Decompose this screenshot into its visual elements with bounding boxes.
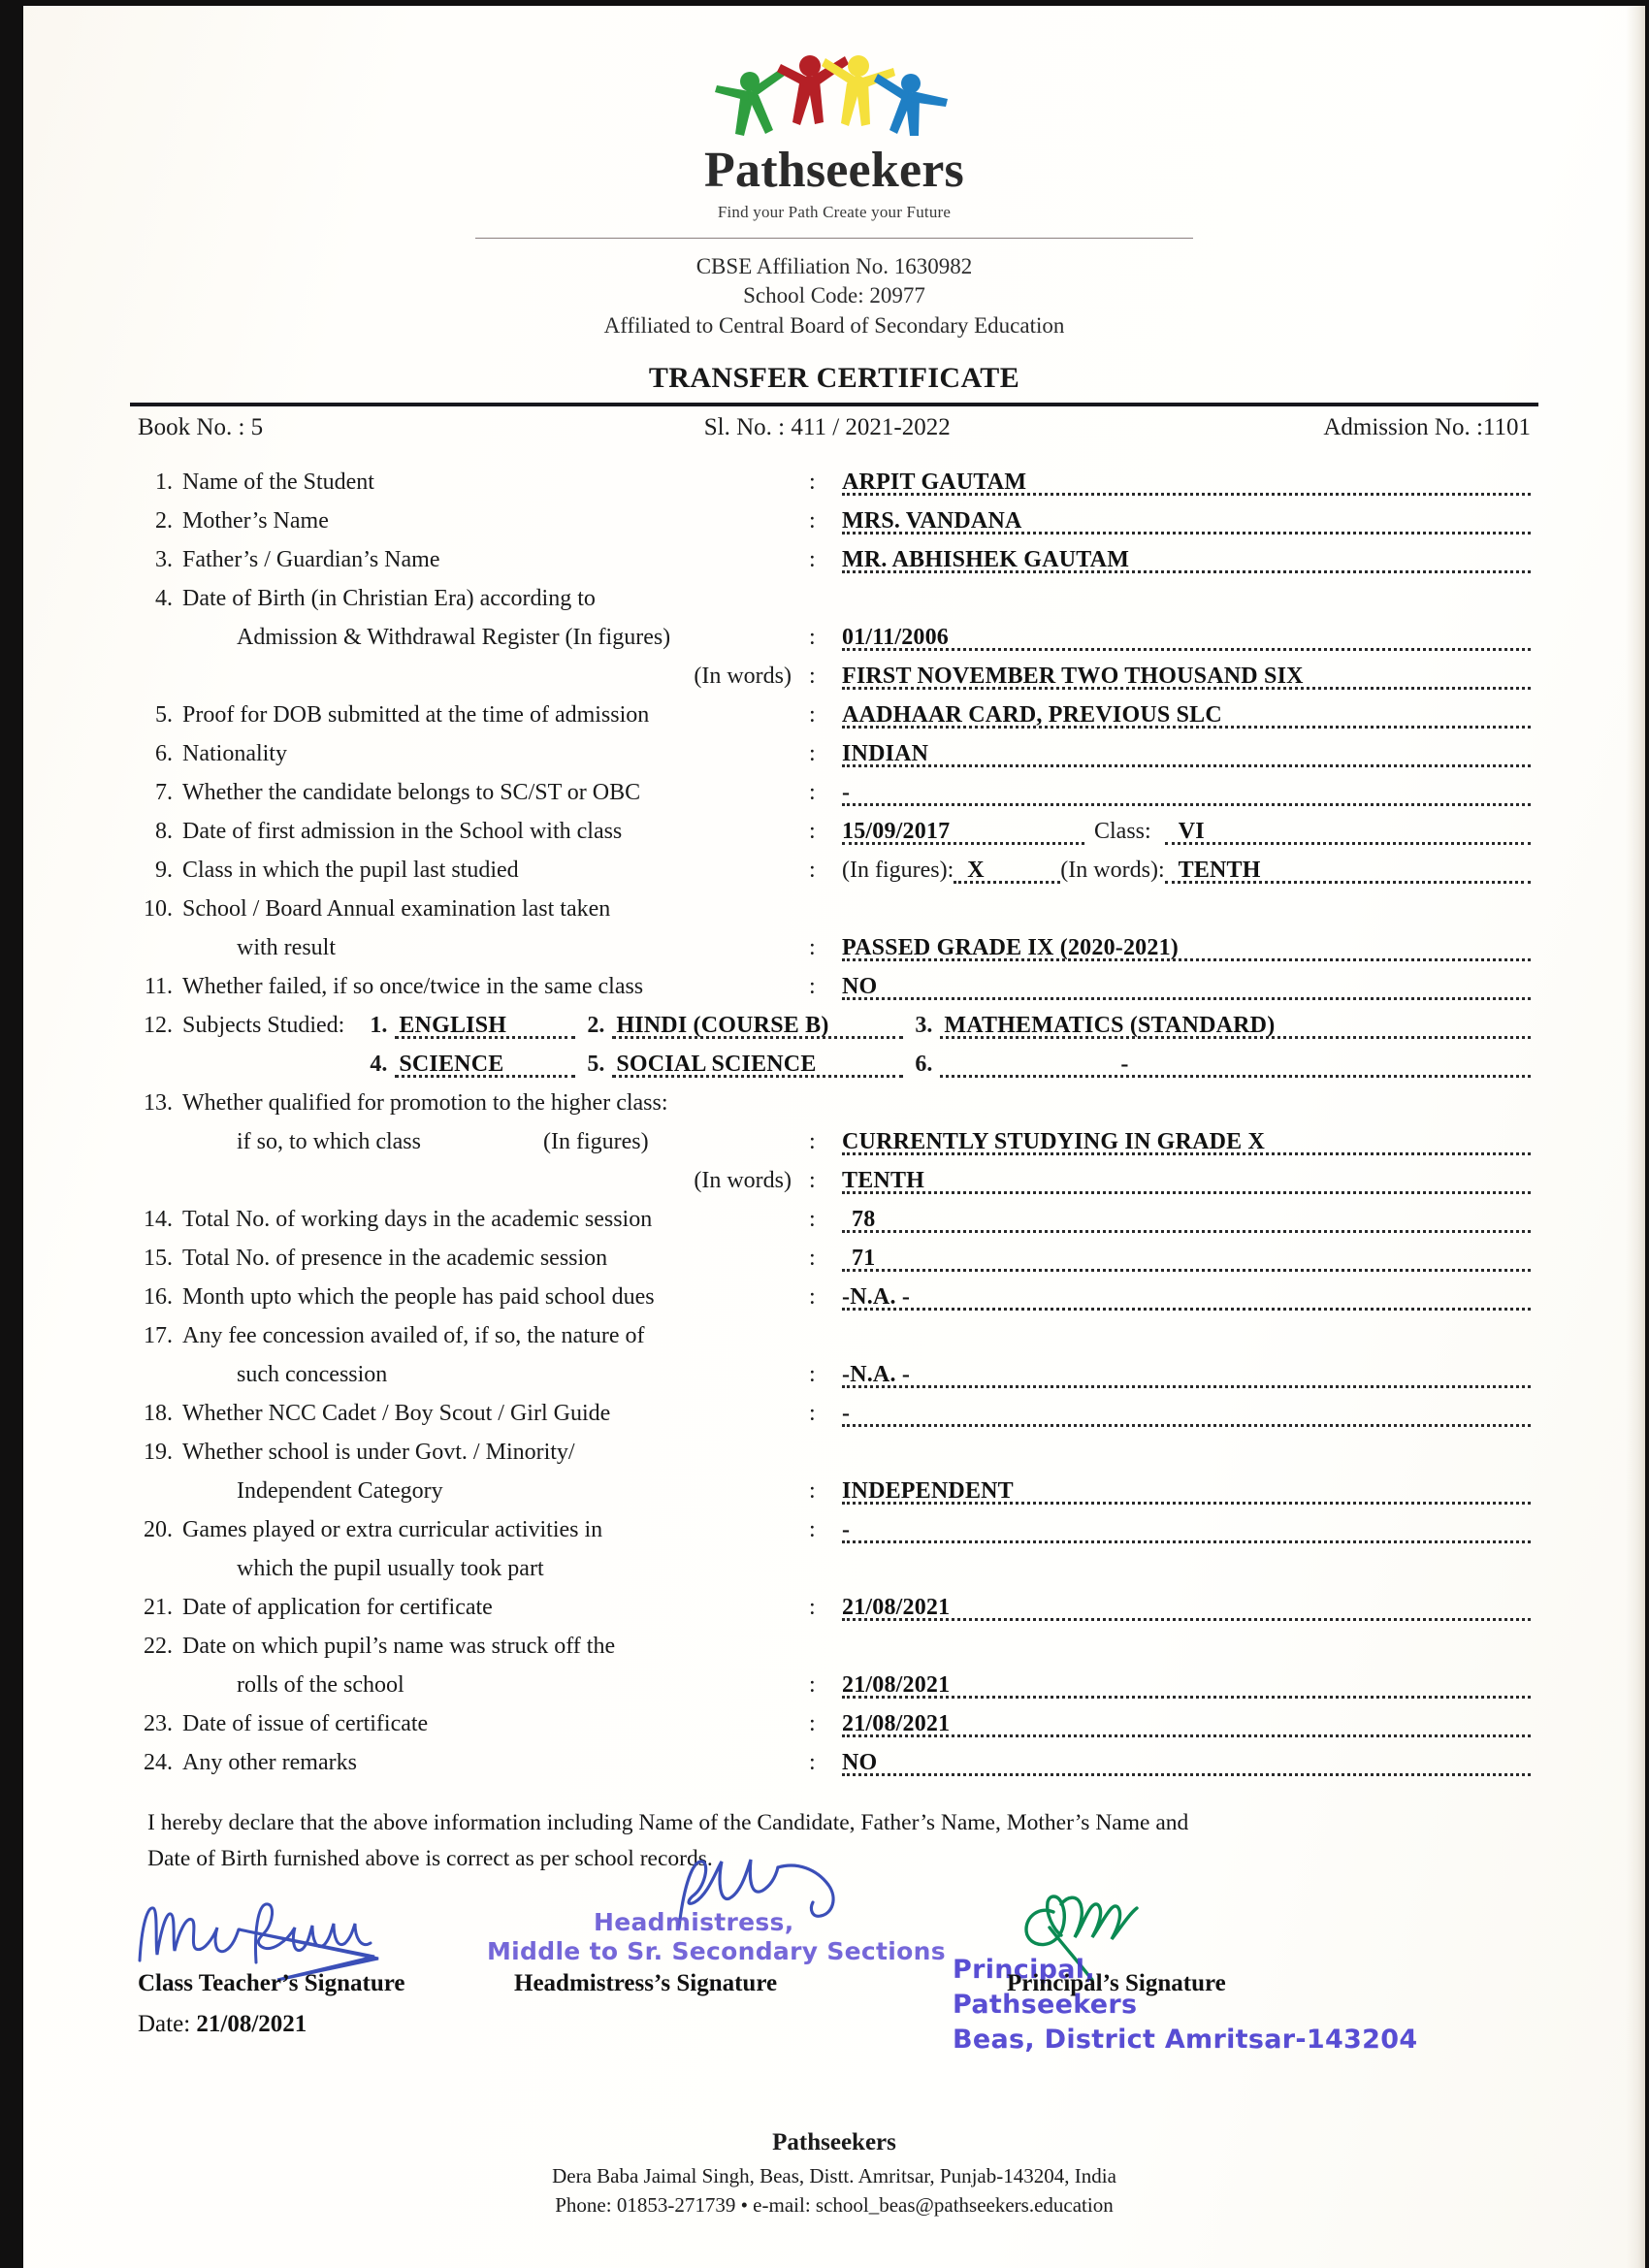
field-number: 17. <box>144 1323 173 1349</box>
field-number: 14. <box>144 1207 173 1233</box>
subject-index: 3. <box>915 1013 933 1039</box>
class-teacher-signature-label: Class Teacher’s Signature <box>138 1970 405 1997</box>
field-label: Whether failed, if so once/twice in the same class <box>182 974 644 1000</box>
field-colon: : <box>809 858 816 884</box>
field-value: MR. ABHISHEK GAUTAM <box>842 547 1130 573</box>
field-row-dob-proof <box>138 696 1531 734</box>
dotted-line <box>842 803 1531 806</box>
field-colon: : <box>809 1362 816 1388</box>
field-label: Any other remarks <box>182 1750 357 1776</box>
subject-index: 5. <box>587 1052 605 1078</box>
subjects-row-1 <box>370 1006 1531 1045</box>
field-row-issue-date <box>138 1704 1531 1743</box>
field-row-school-dues <box>138 1278 1531 1316</box>
field-label: Independent Category <box>237 1478 443 1505</box>
field-number: 12. <box>144 1013 173 1039</box>
field-number: 16. <box>144 1284 173 1311</box>
field-row-fathers-name <box>138 540 1531 579</box>
serial-no: Sl. No. : 411 / 2021-2022 <box>703 414 951 441</box>
field-value-cell <box>842 773 1531 812</box>
dotted-line <box>842 1773 1531 1776</box>
field-value-cell <box>842 502 1531 540</box>
field-value-cell <box>842 1355 1531 1394</box>
field-colon: : <box>809 1478 816 1505</box>
field-row-last-exam-result <box>138 928 1531 967</box>
subject-name: MATHEMATICS (STANDARD) <box>944 1013 1276 1039</box>
field-colon: : <box>809 1401 816 1427</box>
field-label: Total No. of presence in the academic session <box>182 1246 608 1272</box>
field-colon: : <box>809 1672 816 1699</box>
field-row-whether-failed <box>138 967 1531 1006</box>
field-value-figures: X <box>967 858 985 884</box>
field-number: 23. <box>144 1711 173 1737</box>
field-number: 8. <box>155 819 173 845</box>
subject-name: SOCIAL SCIENCE <box>616 1052 817 1078</box>
field-row-ncc-scout-guide <box>138 1394 1531 1433</box>
field-row-games-activities-line1 <box>138 1510 1531 1549</box>
field-row-application-date <box>138 1588 1531 1627</box>
field-value-words: TENTH <box>1178 858 1261 884</box>
affiliation-block <box>23 252 1645 340</box>
in-figures-label: (In figures) <box>542 1129 649 1155</box>
footer-address: Dera Baba Jaimal Singh, Beas, Distt. Amritsar, Punjab-143204, India <box>552 2164 1116 2187</box>
page-title: TRANSFER CERTIFICATE <box>648 362 1020 395</box>
field-label: rolls of the school <box>237 1672 404 1699</box>
field-number: 11. <box>144 974 173 1000</box>
field-label: Whether NCC Cadet / Boy Scout / Girl Guide <box>182 1401 611 1427</box>
field-value-cell <box>842 1510 1531 1549</box>
field-value: ARPIT GAUTAM <box>842 470 1027 496</box>
field-label: Whether qualified for promotion to the higher class: <box>182 1090 668 1117</box>
field-row-games-activities-line2 <box>138 1549 1531 1588</box>
field-value-cell <box>842 1666 1531 1704</box>
field-value-class: VI <box>1178 819 1205 845</box>
field-colon: : <box>809 819 816 845</box>
field-row-promotion-words <box>138 1161 1531 1200</box>
in-figures-label: (In figures): <box>842 858 954 884</box>
field-row-subjects-studied-2 <box>138 1045 1531 1084</box>
four-people-holding-hands-logo <box>703 41 965 147</box>
field-number: 5. <box>155 702 173 729</box>
last-class-figures-seg <box>954 851 1060 890</box>
dotted-line <box>842 1308 1531 1311</box>
footer-school-name: Pathseekers <box>772 2129 896 2155</box>
field-value: - <box>842 1401 851 1427</box>
field-row-category <box>138 773 1531 812</box>
field-value: CURRENTLY STUDYING IN GRADE X <box>842 1129 1266 1155</box>
field-row-last-class-studied <box>138 851 1531 890</box>
page-footer <box>23 2129 1645 2218</box>
field-number: 6. <box>155 741 173 767</box>
field-label: Date of issue of certificate <box>182 1711 429 1737</box>
certificate-fields <box>138 463 1531 1782</box>
book-no: Book No. : 5 <box>138 414 264 441</box>
field-label: such concession <box>237 1362 388 1388</box>
field-label: Subjects Studied: <box>182 1013 345 1039</box>
field-colon: : <box>809 1711 816 1737</box>
field-colon: : <box>809 1129 816 1155</box>
field-label: Admission & Withdrawal Register (In figures) <box>237 625 671 651</box>
field-number: 1. <box>155 470 173 496</box>
field-value-cell <box>842 1472 1531 1510</box>
headmistress-signature-label: Headmistress’s Signature <box>514 1970 778 1997</box>
subject-name: ENGLISH <box>399 1013 507 1039</box>
field-row-dob-words <box>138 657 1531 696</box>
field-label: (In words) <box>694 664 792 690</box>
field-label: which the pupil usually took part <box>237 1556 544 1582</box>
field-label <box>182 1122 809 1161</box>
class-teacher-handwritten-signature <box>132 1887 520 1984</box>
field-row-promotion-line1 <box>138 1084 1531 1122</box>
subject-index: 4. <box>370 1052 388 1078</box>
field-colon: : <box>809 664 816 690</box>
school-logo-block <box>23 6 1645 239</box>
field-value-cell <box>842 812 1531 851</box>
field-row-mothers-name <box>138 502 1531 540</box>
paper-sheet <box>23 6 1645 2268</box>
field-value: TENTH <box>842 1168 925 1194</box>
subjects-row-2 <box>370 1045 1531 1084</box>
field-row-presence-days <box>138 1239 1531 1278</box>
subject-slot-1 <box>395 1006 575 1045</box>
field-label: Date of Birth (in Christian Era) according to <box>182 586 596 612</box>
field-value-cell <box>842 1161 1531 1200</box>
field-row-promotion-figures <box>138 1122 1531 1161</box>
dotted-line <box>1165 842 1531 845</box>
field-colon: : <box>809 625 816 651</box>
field-number: 13. <box>144 1090 173 1117</box>
field-colon: : <box>809 780 816 806</box>
field-value-cell <box>842 1122 1531 1161</box>
field-value-cell <box>842 928 1531 967</box>
field-row-name-of-student <box>138 463 1531 502</box>
field-label: Mother’s Name <box>182 508 329 535</box>
cbse-affiliation-no: CBSE Affiliation No. 1630982 <box>695 254 973 278</box>
field-value-cell <box>842 967 1531 1006</box>
field-value-cell <box>842 1704 1531 1743</box>
field-value-cell <box>842 1394 1531 1433</box>
field-colon: : <box>809 1168 816 1194</box>
field-label: Any fee concession availed of, if so, the nature of <box>182 1323 645 1349</box>
field-label: Name of the Student <box>182 470 374 496</box>
field-number: 3. <box>155 547 173 573</box>
field-number: 22. <box>144 1634 173 1660</box>
field-value-cell <box>842 463 1531 502</box>
subject-index: 2. <box>587 1013 605 1039</box>
field-row-working-days <box>138 1200 1531 1239</box>
dotted-line <box>842 1269 1531 1272</box>
field-value: AADHAAR CARD, PREVIOUS SLC <box>842 702 1222 729</box>
school-name: Pathseekers <box>704 143 964 198</box>
field-label: Month upto which the people has paid school dues <box>182 1284 655 1311</box>
principal-stamp-line-1: Principal, <box>953 1955 1095 1986</box>
field-colon: : <box>809 1207 816 1233</box>
field-value: 01/11/2006 <box>842 625 950 651</box>
dotted-line <box>842 1230 1531 1233</box>
field-value-cell <box>842 540 1531 579</box>
field-label: Nationality <box>182 741 287 767</box>
last-class-words-seg <box>1165 851 1531 890</box>
subject-name: - <box>1120 1052 1129 1078</box>
date-prefix: Date: <box>138 2011 191 2038</box>
field-value-cell <box>842 1239 1531 1278</box>
field-value: PASSED GRADE IX (2020-2021) <box>842 935 1179 961</box>
field-label: Class in which the pupil last studied <box>182 858 519 884</box>
field-colon: : <box>809 935 816 961</box>
principal-stamp-line-2: Pathseekers <box>953 1990 1138 2021</box>
field-value: - <box>842 780 851 806</box>
first-admission-class-seg <box>1165 812 1531 851</box>
field-value-cell <box>842 851 1531 890</box>
field-row-school-category-line1 <box>138 1433 1531 1472</box>
subject-slot-2 <box>612 1006 903 1045</box>
first-admission-date-seg <box>842 812 1084 851</box>
field-number: 24. <box>144 1750 173 1776</box>
field-number: 10. <box>144 896 173 923</box>
field-row-school-category-value <box>138 1472 1531 1510</box>
footer-contact: Phone: 01853-271739 • e-mail: school_beas@pathseekers.education <box>555 2193 1114 2217</box>
field-row-other-remarks <box>138 1743 1531 1782</box>
field-colon: : <box>809 508 816 535</box>
principal-stamp-line-3: Beas, District Amritsar-143204 <box>953 2025 1418 2056</box>
field-value-date: 15/09/2017 <box>842 819 951 845</box>
field-colon: : <box>809 547 816 573</box>
field-row-subjects-studied <box>138 1006 1531 1045</box>
field-row-struck-off-value <box>138 1666 1531 1704</box>
school-tagline: Find your Path Create your Future <box>717 203 952 221</box>
field-value-cell <box>842 1588 1531 1627</box>
field-label: Whether the candidate belongs to SC/ST or OBC <box>182 780 641 806</box>
field-value: NO <box>842 974 878 1000</box>
signature-date <box>138 2011 307 2038</box>
field-number: 19. <box>144 1440 173 1466</box>
dotted-line <box>842 1385 1531 1388</box>
subject-slot-6 <box>940 1045 1531 1084</box>
field-row-first-admission <box>138 812 1531 851</box>
field-row-struck-off-line1 <box>138 1627 1531 1666</box>
field-label: School / Board Annual examination last taken <box>182 896 611 923</box>
field-label: Proof for DOB submitted at the time of admission <box>182 702 650 729</box>
header-divider <box>475 238 1193 239</box>
headmistress-stamp-line-2: Middle to Sr. Secondary Sections <box>487 1937 946 1966</box>
field-colon: : <box>809 702 816 729</box>
field-value-cell <box>842 1278 1531 1316</box>
field-colon: : <box>809 1517 816 1543</box>
field-colon: : <box>809 1595 816 1621</box>
admission-no: Admission No. :1101 <box>1323 414 1531 441</box>
field-row-nationality <box>138 734 1531 773</box>
field-number: 9. <box>155 858 173 884</box>
signature-zone <box>138 1891 1531 2056</box>
field-value: 78 <box>852 1207 876 1233</box>
field-label: Total No. of working days in the academic session <box>182 1207 653 1233</box>
field-row-fee-concession-line1 <box>138 1316 1531 1355</box>
headmistress-stamp-line-1: Headmistress, <box>594 1908 794 1937</box>
field-label: Date of application for certificate <box>182 1595 493 1621</box>
declaration-line-2: Date of Birth furnished above is correct as per school records. <box>147 1846 713 1872</box>
subject-slot-5 <box>612 1045 903 1084</box>
field-value: FIRST NOVEMBER TWO THOUSAND SIX <box>842 664 1304 690</box>
dotted-line <box>842 1424 1531 1427</box>
field-colon: : <box>809 974 816 1000</box>
promotion-sublabel: if so, to which class <box>237 1129 421 1155</box>
field-label: Whether school is under Govt. / Minority/ <box>182 1440 575 1466</box>
field-value: -N.A. - <box>842 1284 911 1311</box>
field-value: 71 <box>852 1246 876 1272</box>
field-value-cell <box>842 657 1531 696</box>
subject-index: 1. <box>370 1013 388 1039</box>
field-label: Games played or extra curricular activities in <box>182 1517 603 1543</box>
field-row-last-exam-line1 <box>138 890 1531 928</box>
dotted-line <box>842 997 1531 1000</box>
field-value-cell <box>842 1200 1531 1239</box>
field-number: 18. <box>144 1401 173 1427</box>
field-number: 4. <box>155 586 173 612</box>
field-value: INDIAN <box>842 741 929 767</box>
school-code: School Code: 20977 <box>743 283 925 308</box>
field-label: Date of first admission in the School with class <box>182 819 623 845</box>
field-label: Father’s / Guardian’s Name <box>182 547 440 573</box>
field-number: 2. <box>155 508 173 535</box>
field-number: 15. <box>144 1246 173 1272</box>
field-value: 21/08/2021 <box>842 1595 951 1621</box>
in-words-label: (In words) <box>694 1168 792 1194</box>
subject-name: HINDI (COURSE B) <box>616 1013 829 1039</box>
field-value: - <box>842 1517 851 1543</box>
field-value: INDEPENDENT <box>842 1478 1014 1505</box>
affiliated-to: Affiliated to Central Board of Secondary Education <box>603 312 1065 338</box>
field-value: 21/08/2021 <box>842 1672 951 1699</box>
dotted-line <box>842 764 1531 767</box>
field-value-cell <box>842 618 1531 657</box>
field-value: 21/08/2021 <box>842 1711 951 1737</box>
dotted-line <box>842 1191 1531 1194</box>
field-label: Date on which pupil’s name was struck off the <box>182 1634 616 1660</box>
field-row-dob-line1 <box>138 579 1531 618</box>
field-value: -N.A. - <box>842 1362 911 1388</box>
field-row-fee-concession-value <box>138 1355 1531 1394</box>
subject-slot-3 <box>940 1006 1531 1045</box>
field-colon: : <box>809 1750 816 1776</box>
field-value-cell <box>842 1743 1531 1782</box>
principal-signature-label: Principal’s Signature <box>1007 1970 1226 1997</box>
field-number: 20. <box>144 1517 173 1543</box>
in-words-label: (In words): <box>1060 858 1165 884</box>
date-value: 21/08/2021 <box>196 2011 307 2038</box>
class-label: Class: <box>1094 819 1151 845</box>
field-colon: : <box>809 1246 816 1272</box>
subject-slot-4 <box>395 1045 575 1084</box>
field-row-dob-figures <box>138 618 1531 657</box>
declaration-line-1: I hereby declare that the above information including Name of the Candidate, Father’s Name, Mother’s Name and <box>147 1810 1189 1836</box>
field-value: NO <box>842 1750 878 1776</box>
field-colon: : <box>809 470 816 496</box>
subject-name: SCIENCE <box>399 1052 504 1078</box>
field-colon: : <box>809 1284 816 1311</box>
field-value: MRS. VANDANA <box>842 508 1022 535</box>
dotted-line <box>842 1540 1531 1543</box>
field-label: with result <box>237 935 336 961</box>
subject-index: 6. <box>915 1052 933 1078</box>
title-rule <box>130 403 1538 406</box>
field-value-cell <box>842 734 1531 773</box>
certificate-meta-row <box>138 414 1531 441</box>
field-colon: : <box>809 741 816 767</box>
field-number: 7. <box>155 780 173 806</box>
field-number: 21. <box>144 1595 173 1621</box>
field-value-cell <box>842 696 1531 734</box>
